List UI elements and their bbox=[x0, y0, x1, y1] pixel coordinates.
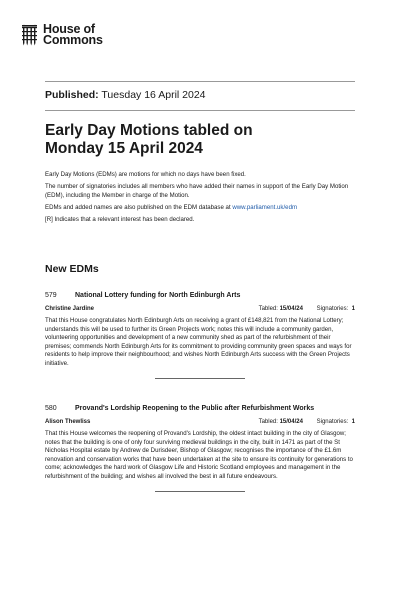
edm-signatories-label: Signatories: bbox=[316, 306, 349, 312]
edm-signatories-count: 1 bbox=[351, 419, 355, 425]
intro-paragraph-2: The number of signatories includes all members who have added their names in support of the Early Day Motion (EDM), including the Member in charge of the Motion. bbox=[45, 183, 349, 199]
edm-item bbox=[45, 404, 355, 492]
edm-header bbox=[45, 404, 355, 413]
intro-p3-text: EDMs and added names are also published on the EDM database at bbox=[45, 203, 233, 211]
logo-line-2: Commons bbox=[43, 33, 103, 47]
edm-database-link[interactable]: www.parliament.uk/edm bbox=[232, 203, 298, 211]
edm-number: 580 bbox=[45, 405, 57, 412]
edm-tabled bbox=[259, 419, 303, 425]
edm-signatories bbox=[317, 306, 355, 312]
published-date: Tuesday 16 April 2024 bbox=[101, 89, 206, 101]
edm-tabled-date: 15/04/24 bbox=[279, 306, 303, 312]
intro-paragraph-3 bbox=[45, 204, 355, 213]
edm-signatories-count: 1 bbox=[351, 306, 355, 312]
edm-tabled-label: Tabled: bbox=[258, 306, 278, 312]
edm-header bbox=[45, 291, 355, 300]
edm-item bbox=[45, 291, 355, 379]
intro-paragraph-1: Early Day Motions (EDMs) are motions for which no days have been fixed. bbox=[45, 171, 246, 178]
mid-divider bbox=[45, 110, 355, 111]
published-label: Published: bbox=[45, 89, 99, 101]
published-line bbox=[45, 89, 206, 101]
edm-text: That this House welcomes the reopening of Provand's Lordship, the oldest intact building in the city of Glasgow; notes that the building is one of only four surviving medieval buildings in the city, built in 1471 as part of the St Nicholas Hospital estate by Andrew de Durisdeer, Bishop of Glasgow; recognises the importance of the £1.6m renovation and conservation works that have been undertaken at the site to ensure its continuity for generations to come; acknowledges the hard work of Glasgow Life and Historic Scotland employees and management in the refurbishment of the building; and wishes all involved the best in all future endeavours. bbox=[45, 430, 353, 480]
edm-tabled-info bbox=[259, 305, 355, 313]
section-heading: New EDMs bbox=[45, 263, 99, 275]
logo-line-1: House of bbox=[43, 22, 95, 36]
house-of-commons-logo bbox=[20, 24, 103, 46]
title-line-2: Monday 15 April 2024 bbox=[45, 140, 203, 157]
title-line-1: Early Day Motions tabled on bbox=[45, 122, 253, 139]
edm-tabled-date: 15/04/24 bbox=[279, 419, 303, 425]
edm-title: Provand's Lordship Reopening to the Public after Refurbishment Works bbox=[75, 405, 315, 412]
page-title bbox=[45, 122, 365, 158]
edm-text: That this House congratulates North Edinburgh Arts on receiving a grant of £148,821 from the National Lottery; understands this will be used to further its Green Projects work; notes this will include a community garden, volunteering opportunities and development of a new community shed as part of the refurbishment of their premises; commends North Edinburgh Arts for its commitment to providing community green spaces and ways for residents to help improve their neighbourhood; and wishes North Edinburgh Arts success with the Green Projects initiative. bbox=[45, 317, 352, 367]
intro-paragraph-4: [R] Indicates that a relevant interest has been declared. bbox=[45, 216, 195, 224]
edm-sponsor: Christine Jardine bbox=[45, 306, 95, 312]
edm-title: National Lottery funding for North Edinburgh Arts bbox=[75, 292, 241, 299]
logo-wordmark bbox=[43, 24, 103, 46]
edm-signatories bbox=[317, 419, 355, 425]
edm-tabled-info bbox=[259, 418, 355, 426]
edm-meta bbox=[45, 305, 355, 313]
edm-tabled bbox=[259, 306, 303, 312]
intro-text bbox=[45, 171, 355, 228]
edm-sponsor: Alison Thewliss bbox=[45, 419, 91, 425]
top-divider bbox=[45, 81, 355, 82]
edm-divider bbox=[155, 491, 245, 492]
portcullis-icon bbox=[20, 24, 39, 46]
edm-signatories-label: Signatories: bbox=[316, 419, 349, 425]
edm-divider bbox=[155, 378, 245, 379]
edm-tabled-label: Tabled: bbox=[258, 419, 278, 425]
edm-number: 579 bbox=[45, 292, 57, 299]
edm-meta bbox=[45, 418, 355, 426]
